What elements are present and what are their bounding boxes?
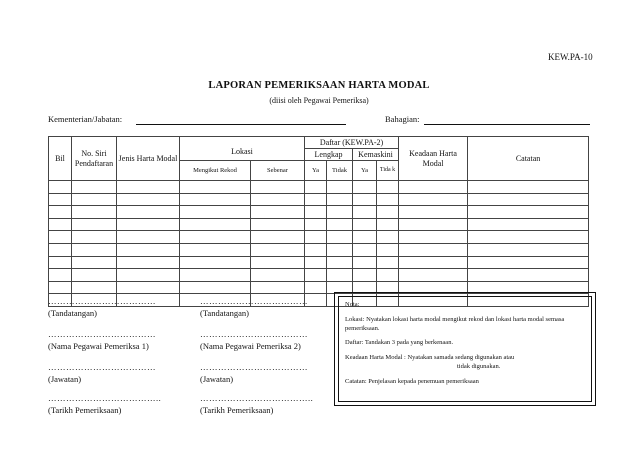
- notes-title: Nota:: [345, 301, 360, 308]
- table-cell: [327, 231, 353, 244]
- sig1-dots-tarikh: ………………………………..: [48, 393, 162, 403]
- table-cell: [353, 206, 377, 219]
- notes-box: [334, 292, 596, 406]
- table-cell: [49, 281, 72, 294]
- table-row: [49, 206, 589, 219]
- table-cell: [353, 193, 377, 206]
- table-cell: [180, 243, 251, 256]
- header-mengikut-rekod: Mengikut Rekod: [180, 161, 251, 181]
- notes-keadaan: Keadaan Harta Modal : Nyatakan samada sedang digunakan atau: [345, 354, 515, 362]
- table-row: [49, 269, 589, 282]
- table-row: [49, 256, 589, 269]
- table-cell: [399, 231, 468, 244]
- table-cell: [399, 218, 468, 231]
- table-cell: [180, 218, 251, 231]
- table-cell: [305, 181, 327, 194]
- table-cell: [377, 269, 399, 282]
- sig1-jawatan-label: (Jawatan): [48, 374, 82, 384]
- table-cell: [117, 269, 180, 282]
- table-cell: [399, 256, 468, 269]
- table-cell: [399, 193, 468, 206]
- table-cell: [468, 206, 589, 219]
- table-cell: [353, 181, 377, 194]
- table-cell: [399, 206, 468, 219]
- table-cell: [468, 256, 589, 269]
- table-cell: [49, 231, 72, 244]
- header-kemaskini: Kemaskini: [353, 149, 399, 161]
- table-cell: [305, 281, 327, 294]
- table-cell: [72, 206, 117, 219]
- table-cell: [117, 256, 180, 269]
- form-subtitle: (diisi oleh Pegawai Pemeriksa): [269, 96, 369, 105]
- table-cell: [468, 269, 589, 282]
- header-catatan: Catatan: [468, 137, 589, 181]
- table-cell: [468, 231, 589, 244]
- header-ya-lengkap: Ya: [305, 161, 327, 181]
- table-cell: [117, 231, 180, 244]
- table-cell: [117, 181, 180, 194]
- table-cell: [377, 193, 399, 206]
- table-cell: [327, 269, 353, 282]
- header-lokasi: Lokasi: [180, 137, 305, 161]
- table-cell: [72, 256, 117, 269]
- table-cell: [49, 269, 72, 282]
- table-cell: [353, 256, 377, 269]
- table-cell: [305, 256, 327, 269]
- notes-box-inner: [338, 296, 592, 402]
- table-cell: [49, 218, 72, 231]
- table-cell: [327, 256, 353, 269]
- table-cell: [327, 193, 353, 206]
- table-cell: [377, 256, 399, 269]
- table-cell: [468, 243, 589, 256]
- header-keadaan: Keadaan Harta Modal: [399, 137, 468, 181]
- table-row: [49, 231, 589, 244]
- table-cell: [251, 181, 305, 194]
- table-cell: [180, 269, 251, 282]
- table-cell: [468, 181, 589, 194]
- table-cell: [49, 181, 72, 194]
- table-cell: [49, 256, 72, 269]
- form-title: LAPORAN PEMERIKSAAN HARTA MODAL: [208, 80, 430, 91]
- table-cell: [468, 193, 589, 206]
- header-ya-kemaskini: Ya: [353, 161, 377, 181]
- asset-table: [48, 136, 589, 307]
- table-cell: [305, 206, 327, 219]
- kementerian-line: [136, 124, 346, 125]
- table-cell: [117, 206, 180, 219]
- table-cell: [180, 256, 251, 269]
- table-cell: [305, 218, 327, 231]
- sig2-dots-tandatangan: ………………………………: [200, 296, 308, 306]
- sig1-dots-tandatangan: ………………………………: [48, 296, 156, 306]
- sig1-dots-nama: ………………………………: [48, 329, 156, 339]
- notes-keadaan-cont: tidak digunakan.: [457, 362, 501, 370]
- sig2-dots-nama: ………………………………: [200, 329, 308, 339]
- sig2-jawatan-label: (Jawatan): [200, 374, 234, 384]
- notes-catatan: Catatan: Penjelasan kepada penemuan pemeriksaan: [345, 377, 479, 385]
- table-cell: [353, 218, 377, 231]
- header-tidak-lengkap: Tidak: [327, 161, 353, 181]
- table-row: [49, 181, 589, 194]
- header-bil: Bil: [49, 137, 72, 181]
- notes-lokasi: Lokasi: Nyatakan lokasi harta modal mengikut rekod dan lokasi harta modal semasa pemeriksaan.: [345, 315, 565, 332]
- table-row: [49, 243, 589, 256]
- sig2-dots-jawatan: ………………………………: [200, 362, 308, 372]
- table-cell: [180, 181, 251, 194]
- table-cell: [377, 231, 399, 244]
- table-cell: [49, 206, 72, 219]
- sig1-tandatangan-label: (Tandatangan): [48, 308, 97, 318]
- table-cell: [305, 193, 327, 206]
- header-daftar: Daftar (KEW.PA-2): [305, 137, 399, 149]
- table-cell: [180, 281, 251, 294]
- table-cell: [399, 243, 468, 256]
- sig2-tarikh-label: (Tarikh Pemeriksaan): [200, 405, 274, 415]
- table-cell: [117, 243, 180, 256]
- sig2-tandatangan-label: (Tandatangan): [200, 308, 249, 318]
- header-sebenar: Sebenar: [251, 161, 305, 181]
- table-cell: [49, 193, 72, 206]
- table-cell: [353, 269, 377, 282]
- table-cell: [251, 193, 305, 206]
- table-cell: [49, 243, 72, 256]
- table-cell: [305, 243, 327, 256]
- table-cell: [72, 231, 117, 244]
- table-cell: [399, 181, 468, 194]
- table-cell: [180, 193, 251, 206]
- sig2-dots-tarikh: ………………………………..: [200, 393, 314, 403]
- sig1-nama-label: (Nama Pegawai Pemeriksa 1): [48, 341, 149, 351]
- table-cell: [251, 269, 305, 282]
- table-cell: [251, 206, 305, 219]
- header-jenis: Jenis Harta Modal: [117, 137, 180, 181]
- table-cell: [117, 281, 180, 294]
- table-cell: [327, 206, 353, 219]
- table-cell: [72, 181, 117, 194]
- table-cell: [353, 243, 377, 256]
- bahagian-line: [424, 124, 590, 125]
- table-cell: [251, 281, 305, 294]
- table-cell: [180, 206, 251, 219]
- table-cell: [399, 269, 468, 282]
- header-tidak-kemaskini: Tida k: [377, 161, 399, 181]
- sig1-dots-jawatan: ………………………………: [48, 362, 156, 372]
- table-cell: [377, 181, 399, 194]
- table-row: [49, 193, 589, 206]
- notes-daftar: Daftar: Tandakan 3 pada yang berkenaan.: [345, 339, 454, 347]
- sig1-tarikh-label: (Tarikh Pemeriksaan): [48, 405, 122, 415]
- table-cell: [117, 193, 180, 206]
- form-code: KEW.PA-10: [548, 52, 593, 62]
- table-cell: [377, 243, 399, 256]
- table-cell: [72, 218, 117, 231]
- table-row: [49, 218, 589, 231]
- header-no-siri: No. Siri Pendaftaran: [72, 137, 117, 181]
- table-cell: [72, 193, 117, 206]
- table-cell: [72, 243, 117, 256]
- table-cell: [327, 181, 353, 194]
- table-cell: [305, 269, 327, 282]
- sig2-nama-label: (Nama Pegawai Pemeriksa 2): [200, 341, 301, 351]
- table-cell: [251, 256, 305, 269]
- table-cell: [327, 243, 353, 256]
- table-cell: [468, 218, 589, 231]
- table-cell: [72, 269, 117, 282]
- table-cell: [251, 218, 305, 231]
- table-cell: [251, 231, 305, 244]
- table-cell: [353, 231, 377, 244]
- table-cell: [377, 206, 399, 219]
- table-cell: [72, 281, 117, 294]
- table-cell: [180, 231, 251, 244]
- kementerian-label: Kementerian/Jabatan:: [48, 114, 123, 124]
- header-lengkap: Lengkap: [305, 149, 353, 161]
- table-cell: [305, 231, 327, 244]
- table-cell: [327, 218, 353, 231]
- bahagian-label: Bahagian:: [385, 114, 420, 124]
- table-cell: [251, 243, 305, 256]
- table-cell: [377, 218, 399, 231]
- table-cell: [117, 218, 180, 231]
